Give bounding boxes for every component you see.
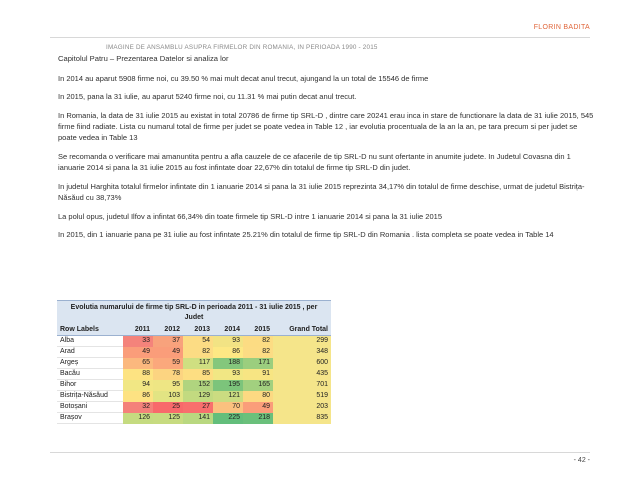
chapter-title: Capitolul Patru – Prezentarea Datelor si analiza lor [58,54,229,63]
header-divider [50,37,590,38]
county-evolution-table [57,300,331,424]
year-value-cell: 103 [153,391,183,402]
county-name: Bacău [57,369,123,380]
county-name: Argeș [57,358,123,369]
col-header-2013: 2013 [183,325,213,336]
year-value-cell: 82 [183,347,213,358]
col-header-2011: 2011 [123,325,153,336]
year-value-cell: 49 [123,347,153,358]
table-title: Evolutia numarului de firme tip SRL-D in perioada 2011 - 31 iulie 2015 , per Judet [57,301,331,326]
year-value-cell: 141 [183,413,213,424]
year-value-cell: 49 [243,402,273,413]
table-row [57,391,331,402]
grand-total-cell: 519 [273,391,331,402]
year-value-cell: 82 [243,347,273,358]
year-value-cell: 70 [213,402,243,413]
year-value-cell: 95 [153,380,183,391]
year-value-cell: 86 [213,347,243,358]
grand-total-cell: 348 [273,347,331,358]
year-value-cell: 121 [213,391,243,402]
year-value-cell: 25 [153,402,183,413]
year-value-cell: 91 [243,369,273,380]
year-value-cell: 126 [123,413,153,424]
year-value-cell: 188 [213,358,243,369]
year-value-cell: 54 [183,336,213,347]
year-value-cell: 94 [123,380,153,391]
table-row [57,358,331,369]
grand-total-cell: 600 [273,358,331,369]
year-value-cell: 129 [183,391,213,402]
grand-total-cell: 299 [273,336,331,347]
table-body [57,336,331,424]
year-value-cell: 218 [243,413,273,424]
year-value-cell: 32 [123,402,153,413]
year-value-cell: 80 [243,391,273,402]
year-value-cell: 37 [153,336,183,347]
year-value-cell: 49 [153,347,183,358]
year-value-cell: 78 [153,369,183,380]
table-row [57,369,331,380]
author-name: FLORIN BADITA [533,24,590,31]
county-name: Botoșani [57,402,123,413]
year-value-cell: 93 [213,369,243,380]
paragraph-1: In 2014 au aparut 5908 firme noi, cu 39.50 % mai mult decat anul trecut, ajungand la un total de 15546 de firme [58,74,429,83]
year-value-cell: 225 [213,413,243,424]
year-value-cell: 65 [123,358,153,369]
year-value-cell: 117 [183,358,213,369]
year-value-cell: 88 [123,369,153,380]
year-value-cell: 27 [183,402,213,413]
year-value-cell: 171 [243,358,273,369]
table-row [57,413,331,424]
county-name: Brașov [57,413,123,424]
year-value-cell: 85 [183,369,213,380]
county-name: Bihor [57,380,123,391]
table-row [57,347,331,358]
page-number: - 42 - [573,457,590,464]
running-title: IMAGINE DE ANSAMBLU ASUPRA FIRMELOR DIN ROMANIA, IN PERIOADA 1990 - 2015 [106,44,378,51]
county-name: Bistrița-Năsăud [57,391,123,402]
county-name: Alba [57,336,123,347]
col-header-2012: 2012 [153,325,183,336]
grand-total-cell: 203 [273,402,331,413]
year-value-cell: 82 [243,336,273,347]
county-name: Arad [57,347,123,358]
paragraph-3: In Romania, la data de 31 iulie 2015 au existat in total 20786 de firme tip SRL-D , dintre care 20241 erau inca in stare de functionare la data de 31 iulie 2015, 545 firme fiind radiate. Lista cu numarul total de firme per judet se poate vedea in Table 12 , iar evolutia procentuala de la an la an, pe tara precum si per judet se poate vedea in Table 13 [58,111,594,142]
table-row [57,380,331,391]
col-header-2015: 2015 [243,325,273,336]
table-header-row [57,325,331,336]
year-value-cell: 125 [153,413,183,424]
table-row [57,336,331,347]
paragraph-2: In 2015, pana la 31 iulie, au aparut 5240 firme noi, cu 11.31 % mai putin decat anul trecut. [58,92,357,101]
year-value-cell: 165 [243,380,273,391]
grand-total-cell: 701 [273,380,331,391]
paragraph-7: In 2015, din 1 ianuarie pana pe 31 iulie au fost infintate 25.21% din totalul de firme tip SRL-D din Romania . lista completa se poate vedea in Table 14 [58,230,554,239]
paragraph-6: La polul opus, judetul Ilfov a infintat 66,34% din toate firmele tip SRL-D intre 1 ianuarie 2014 si pana la 31 iulie 2015 [58,212,442,221]
year-value-cell: 59 [153,358,183,369]
year-value-cell: 86 [123,391,153,402]
year-value-cell: 33 [123,336,153,347]
year-value-cell: 195 [213,380,243,391]
year-value-cell: 152 [183,380,213,391]
grand-total-cell: 835 [273,413,331,424]
col-header-grand-total: Grand Total [273,325,331,336]
grand-total-cell: 435 [273,369,331,380]
paragraph-5: In judetul Harghita totalul firmelor infintate din 1 ianuarie 2014 si pana la 31 iulie 2015 reprezinta 34,17% din totalul de firme deschise, urmat de judetul Bistrița-Năsăud cu 38,73% [58,182,585,202]
year-value-cell: 93 [213,336,243,347]
col-header-row-labels: Row Labels [57,325,123,336]
paragraph-4: Se recomanda o verificare mai amanuntita pentru a afla cauzele de ce afacerile de tip SRL-D nu sunt ofertante in anumite judete. In Judetul Covasna din 1 ianuarie 2014 si pana la 31 iulie 2015 au fost infintate doar 22,67% din totalul de firme tip SRL-D din judet. [58,152,571,172]
footer-divider [50,452,590,453]
table-row [57,402,331,413]
col-header-2014: 2014 [213,325,243,336]
